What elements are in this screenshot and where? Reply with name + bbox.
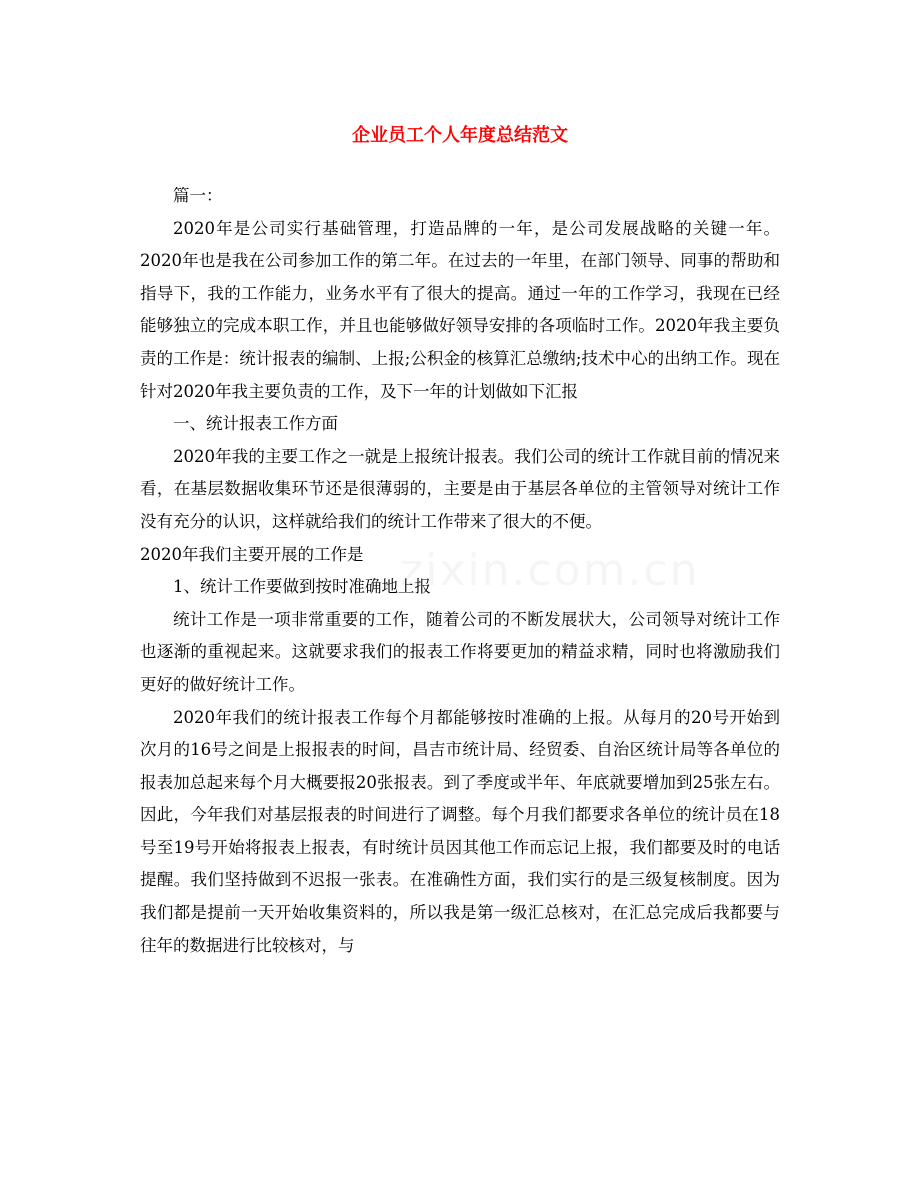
paragraph-monthly-reporting: 2020年我们的统计报表工作每个月都能够按时准确的上报。从每月的20号开始到次月的16号之间是上报报表的时间，昌吉市统计局、经贸委、自治区统计局等各单位的报表加总起来每个月大概要报20张报表。到了季度或半年、年底就要增加到25张左右。因此，今年我们对基层报表的时间进行了调整。每个月我们都要求各单位的统计员在18号至19号开始将报表上报表，有时统计员因其他工作而忘记上报，我们都要及时的电话提醒。我们坚持做到不迟报一张表。在准确性方面，我们实行的是三级复核制度。因为我们都是提前一天开始收集资料的，所以我是第一级汇总核对，在汇总完成后我都要与往年的数据进行比较核对，与 bbox=[140, 707, 780, 955]
paragraph-statistics-importance: 统计工作是一项非常重要的工作，随着公司的不断发展状大，公司领导对统计工作也逐渐的重视起来。这就要求我们的报表工作将要更加的精益求精，同时也将激励我们更好的做好统计工作。 bbox=[140, 609, 780, 694]
paragraph-heading-part-one: 篇一： bbox=[173, 186, 223, 205]
paragraph-main-work: 2020年我们主要开展的工作是 bbox=[140, 544, 364, 564]
subheading-on-time-reporting: 1、统计工作要做到按时准确地上报 bbox=[173, 577, 431, 597]
watermark: zixin.com.cn bbox=[400, 545, 700, 596]
document-title: 企业员工个人年度总结范文 bbox=[352, 125, 568, 146]
paragraph-statistics-overview: 2020年我的主要工作之一就是上报统计报表。我们公司的统计工作就目前的情况来看，在基层数据收集环节还是很薄弱的，主要是由于基层各单位的主管领导对统计工作没有充分的认识，这样就给我们的统计工作带来了很大的不便。 bbox=[140, 446, 780, 531]
paragraph-intro: 2020年是公司实行基础管理，打造品牌的一年，是公司发展战略的关键一年。2020年也是我在公司参加工作的第二年。在过去的一年里，在部门领导、同事的帮助和指导下，我的工作能力，业务水平有了很大的提高。通过一年的工作学习，我现在已经能够独立的完成本职工作，并且也能够做好领导安排的各项临时工作。2020年我主要负责的工作是：统计报表的编制、上报;公积金的核算汇总缴纳;技术中心的出纳工作。现在针对2020年我主要负责的工作，及下一年的计划做如下汇报 bbox=[140, 218, 780, 401]
section-heading-statistics: 一、统计报表工作方面 bbox=[173, 414, 338, 434]
